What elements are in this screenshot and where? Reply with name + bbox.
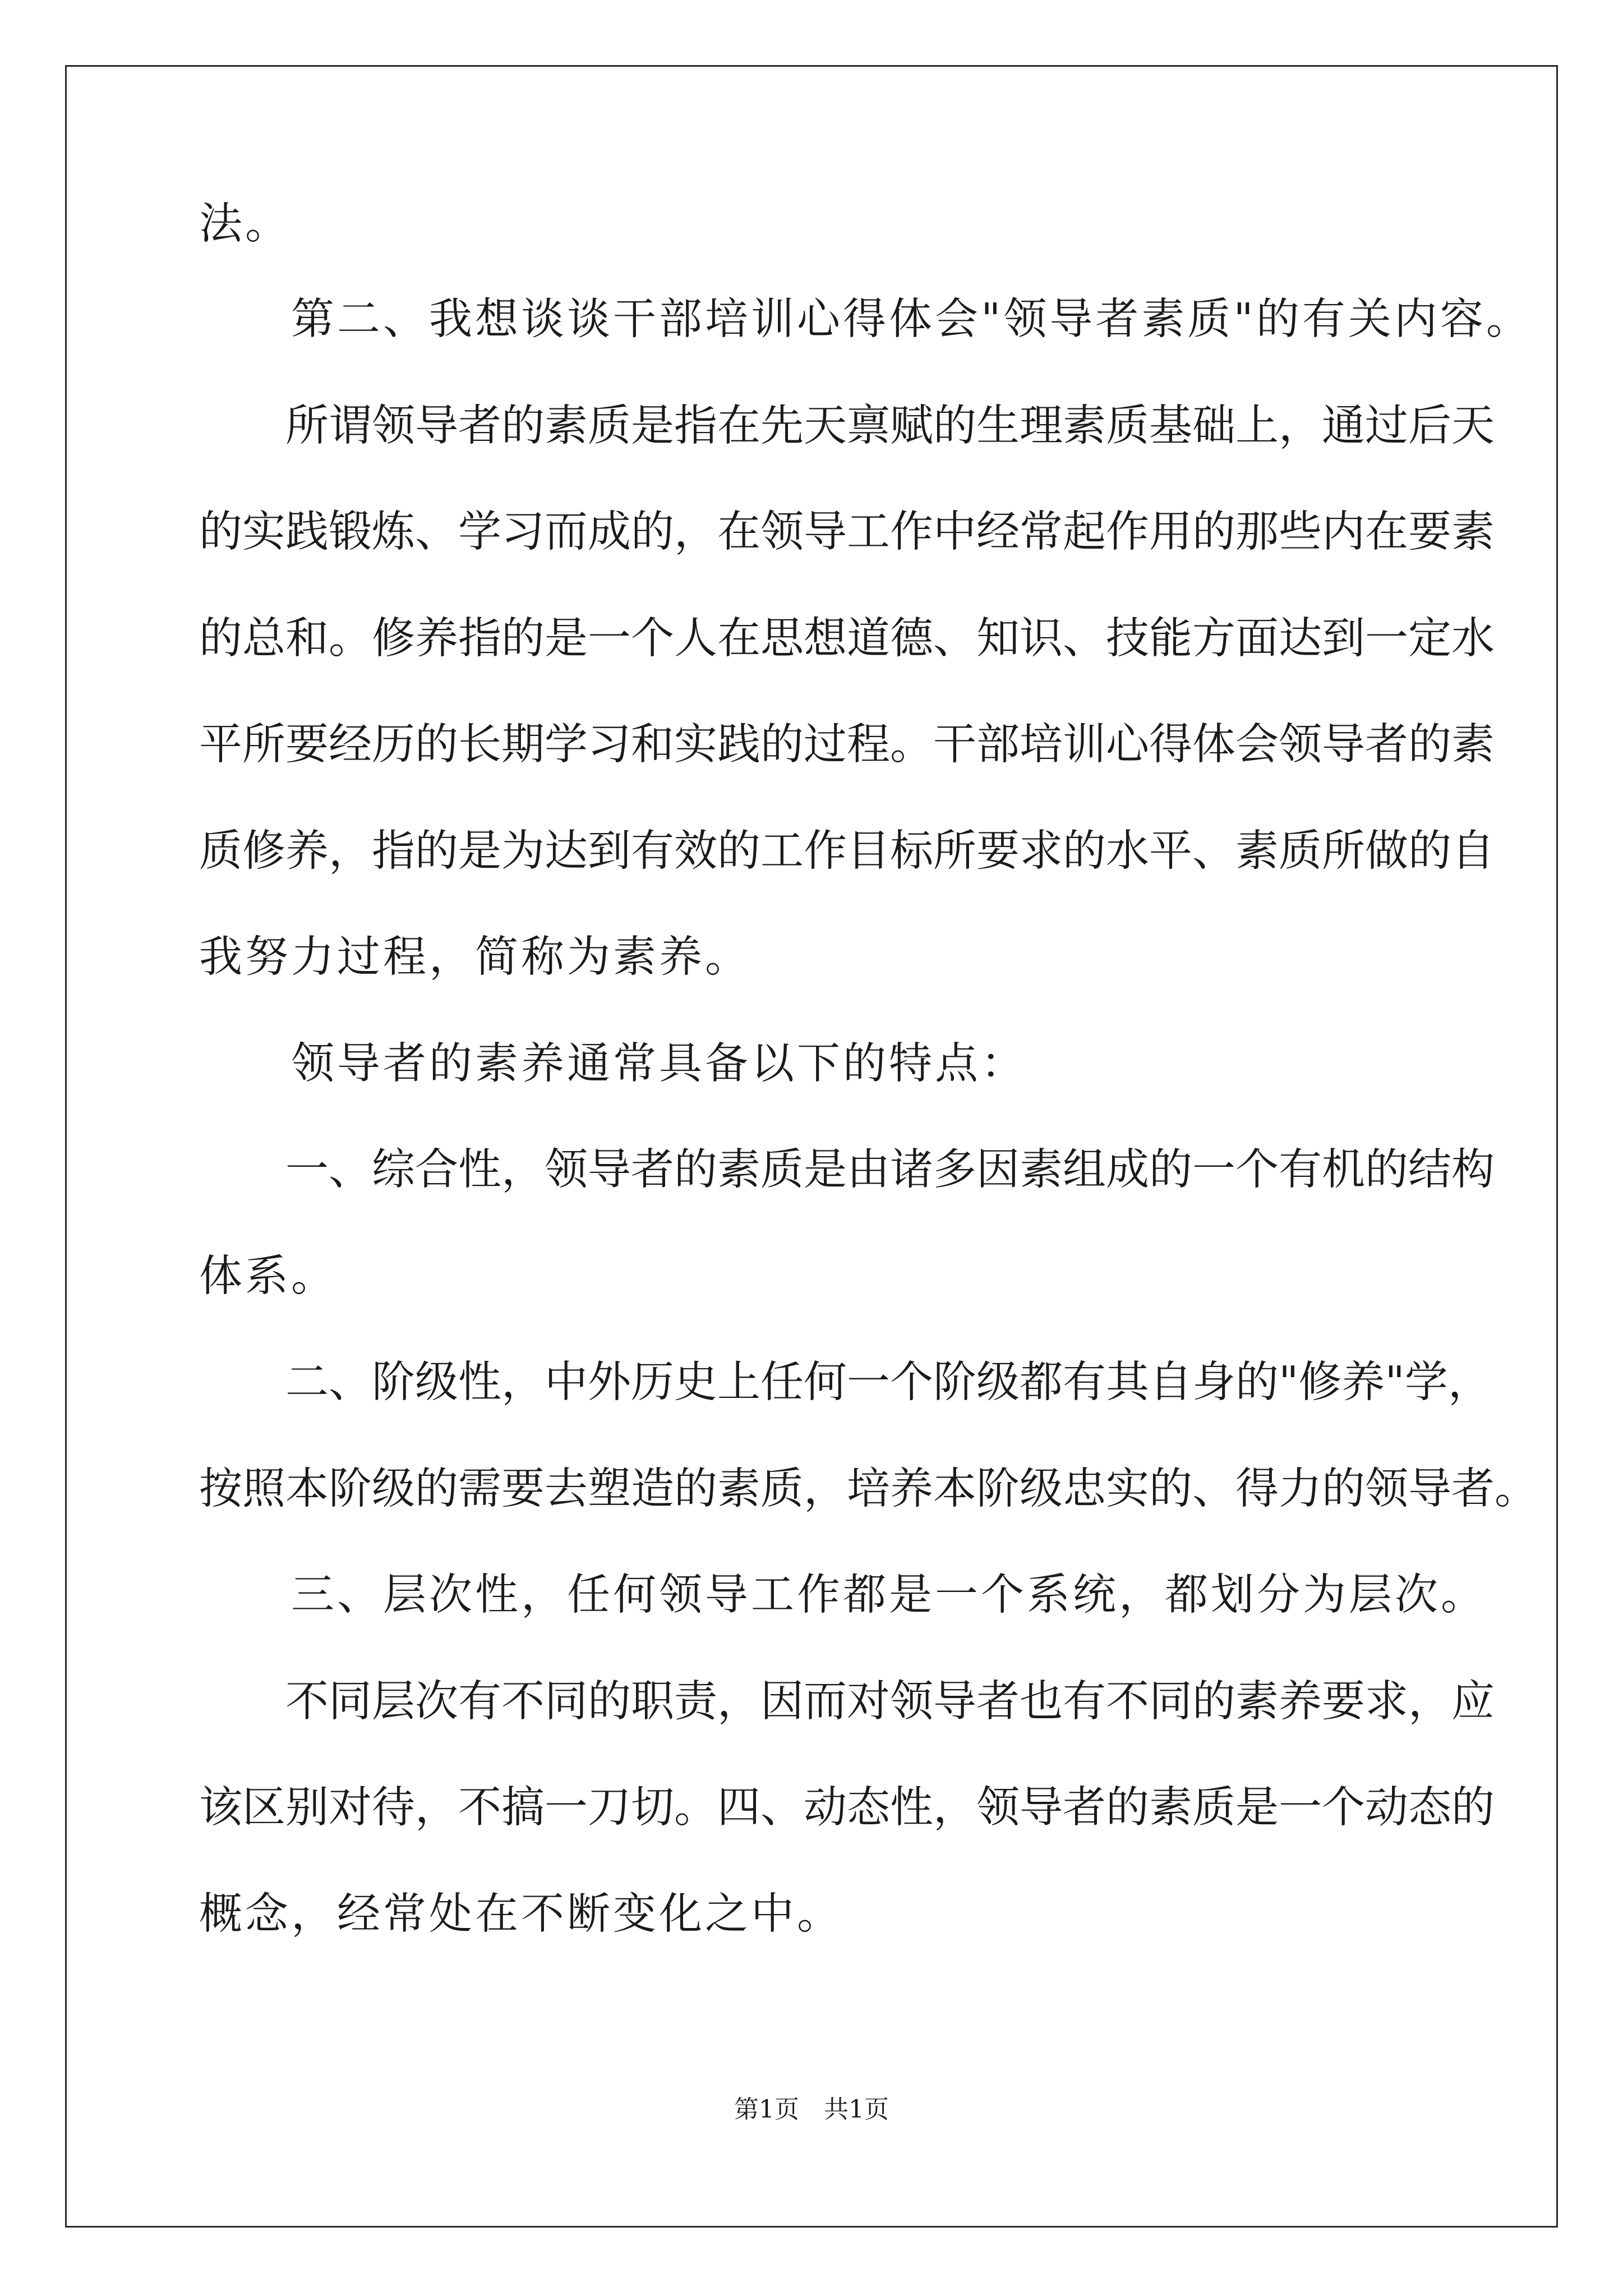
text-line: 体系。 (199, 1251, 337, 1301)
text-line: 我努力过程，简称为素养。 (199, 932, 751, 982)
text-line: 质修养，指的是为达到有效的工作目标所要求的水平、素质所做的自 (199, 826, 1495, 876)
text-line: 按照本阶级的需要去塑造的素质，培养本阶级忠实的、得力的领导者。 (199, 1464, 1538, 1514)
text-line: 第二、我想谈谈干部培训心得体会"领导者素质"的有关内容。 (199, 295, 1532, 344)
text-line: 平所要经历的长期学习和实践的过程。干部培训心得体会领导者的素 (199, 720, 1495, 770)
text-line: 一、综合性，领导者的素质是由诸多因素组成的一个有机的结构 (199, 1145, 1495, 1195)
text-line: 的总和。修养指的是一个人在思想道德、知识、技能方面达到一定水 (199, 614, 1495, 664)
text-line: 法。 (199, 199, 291, 249)
text-line: 三、层次性，任何领导工作都是一个系统，都划分为层次。 (199, 1570, 1487, 1620)
text-line: 的实践锻炼、学习而成的，在领导工作中经常起作用的那些内在要素 (199, 507, 1495, 557)
page-number-footer: 第1页 共1页 (734, 2095, 889, 2124)
text-line: 二、阶级性，中外历史上任何一个阶级都有其自身的"修养"学， (199, 1358, 1491, 1407)
text-line: 不同层次有不同的职责，因而对领导者也有不同的素养要求，应 (199, 1677, 1495, 1727)
text-line: 该区别对待，不搞一刀切。四、动态性，领导者的素质是一个动态的 (199, 1783, 1495, 1833)
text-line: 领导者的素养通常具备以下的特点： (199, 1039, 1027, 1089)
text-line: 所谓领导者的素质是指在先天禀赋的生理素质基础上，通过后天 (199, 401, 1495, 451)
text-line: 概念，经常处在不断变化之中。 (199, 1889, 843, 1939)
